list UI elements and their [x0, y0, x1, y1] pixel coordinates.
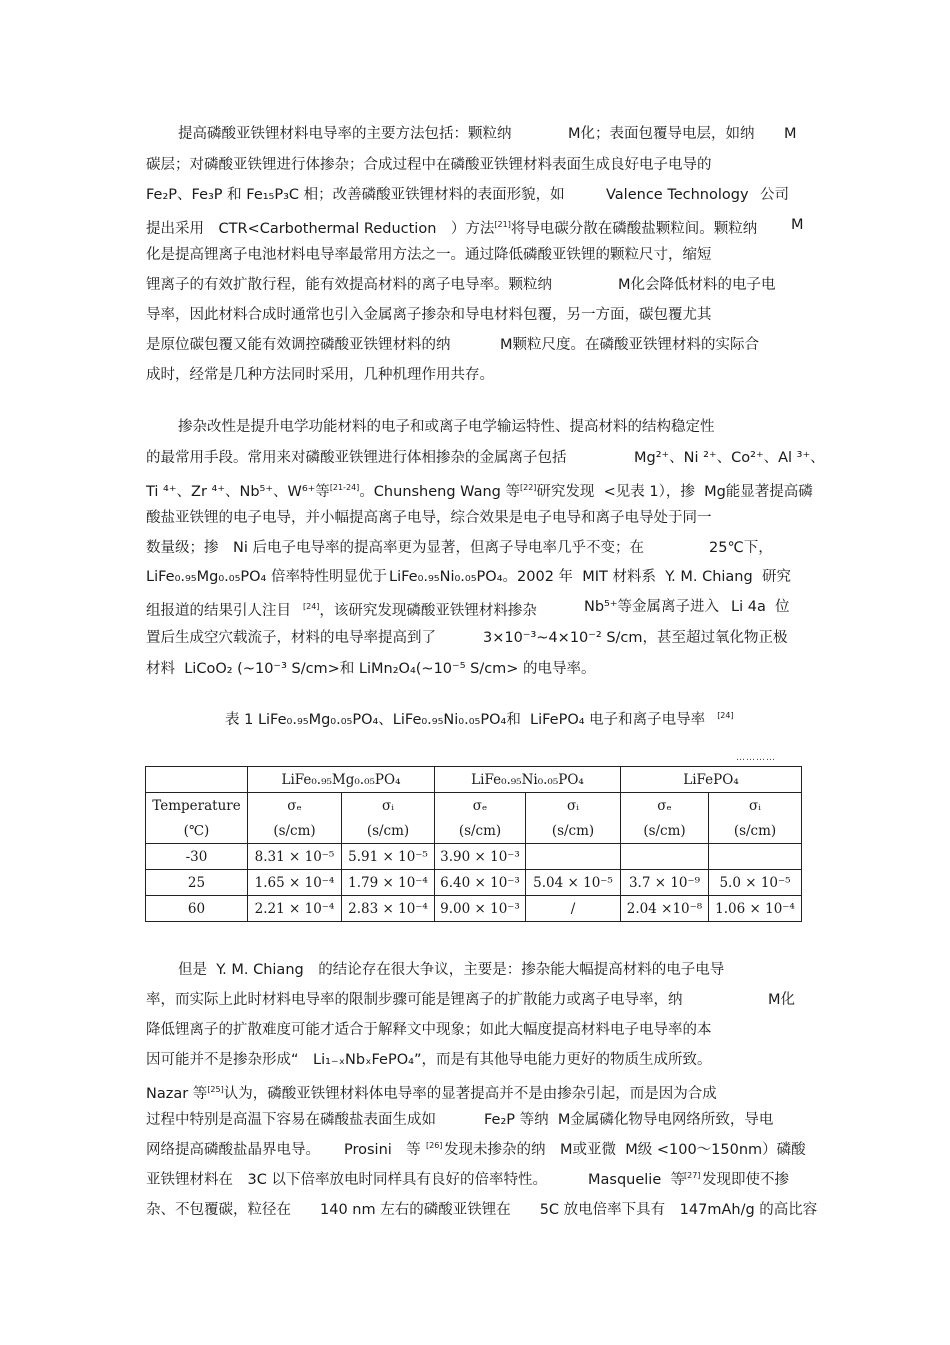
table-cell: 5.0 × 10⁻⁵	[709, 870, 802, 896]
temperature-unit: (℃)	[146, 818, 248, 844]
text-line: 是原位碳包覆又能有效调控磷酸亚铁锂材料的纳	[146, 337, 451, 353]
table-header-ni: LiFe₀.₉₅Ni₀.₀₅PO₄	[435, 767, 621, 793]
citation: [21]	[494, 220, 511, 229]
sigma-i-label: σᵢ	[526, 793, 621, 819]
citation: [27]	[684, 1171, 701, 1180]
text-line: 数量级；掺 Ni 后电子电导率的提高率更为显著，但离子导电率几乎不变；在	[146, 540, 644, 556]
text-line: Ti ⁴⁺、Zr ⁴⁺、Nb⁵⁺、W⁶⁺等	[146, 483, 330, 500]
text-line: 成时，经常是几种方法同时采用，几种机理作用共存。	[146, 367, 494, 383]
table-header-row	[146, 767, 802, 793]
unit-label: (s/cm)	[435, 818, 526, 844]
text-line: 碳层；对磷酸亚铁锂进行体掺杂；合成过程中在磷酸亚铁锂材料表面生成良好电子电导的	[146, 157, 712, 173]
table-cell: 9.00 × 10⁻³	[435, 896, 526, 922]
table-cell: 6.40 × 10⁻³	[435, 870, 526, 896]
table-cell: 8.31 × 10⁻⁵	[248, 844, 342, 870]
table-corner-cell	[146, 767, 248, 793]
text-line: 提出采用 CTR<Carbothermal Reduction ）方法	[146, 220, 495, 237]
citation: [25]	[207, 1085, 224, 1094]
table-row	[146, 870, 802, 896]
table-row	[146, 896, 802, 922]
table-header-lifepo4: LiFePO₄	[621, 767, 802, 793]
table-cell	[709, 844, 802, 870]
text-line: 。Chunsheng Wang 等	[359, 483, 520, 500]
text-line: LiFe₀.₉₅Mg₀.₀₅PO₄ 倍率特性明显优于	[146, 569, 387, 585]
sigma-e-label: σₑ	[248, 793, 342, 819]
citation: [24]	[303, 602, 320, 611]
text-line: Mg²⁺、Ni ²⁺、Co²⁺、Al ³⁺、	[634, 450, 825, 466]
citation: [22]	[519, 483, 537, 492]
table-cell: 1.79 × 10⁻⁴	[342, 870, 435, 896]
table-unit-row	[146, 818, 802, 844]
table-cell: 60	[146, 896, 248, 922]
text-line: M化；表面包覆导电层，如纳	[568, 126, 755, 142]
table-caption: 表 1 LiFe₀.₉₅Mg₀.₀₅PO₄、LiFe₀.₉₅Ni₀.₀₅PO₄和 LiFePO₄ 电子和离子电导率 [24]	[225, 711, 734, 728]
table-cell: 5.04 × 10⁻⁵	[526, 870, 621, 896]
text-line: Nazar 等	[146, 1085, 208, 1102]
temperature-label: Temperature	[146, 793, 248, 819]
table-cell: 3.90 × 10⁻³	[435, 844, 526, 870]
citation: [24]	[717, 711, 734, 721]
table-cell: 2.04 ×10⁻⁸	[621, 896, 709, 922]
citation: [26]	[426, 1141, 443, 1150]
text-line: 杂、不包覆碳，粒径在 140 nm 左右的磷酸亚铁锂在 5C 放电倍率下具有 147mAh/g 的高比容	[146, 1202, 818, 1218]
text-line: 25℃下，	[709, 540, 773, 556]
text-line: 化是提高锂离子电池材料电导率最常用方法之一。通过降低磷酸亚铁锂的颗粒尺寸，缩短	[146, 247, 712, 263]
text-line: Nb⁵⁺等金属离子进入	[584, 599, 720, 615]
unit-label: (s/cm)	[621, 818, 709, 844]
table-cell: 25	[146, 870, 248, 896]
text-line: Li 4a 位	[731, 599, 790, 615]
text-line: 发现未掺杂的纳 M或亚微 M级 <100～150nm）磷酸	[444, 1142, 806, 1158]
sigma-e-label: σₑ	[621, 793, 709, 819]
text-line: Fe₂P 等纳 M金属磷化物导电网络所致，导电	[484, 1112, 774, 1128]
text-line: 将导电碳分散在磷酸盐颗粒间。颗粒纳	[510, 220, 758, 237]
text-line: M化	[768, 992, 796, 1008]
text-line: 过程中特别是高温下容易在磷酸盐表面生成如	[146, 1112, 436, 1128]
text-line: 组报道的结果引人注目	[146, 602, 291, 619]
table-cell: 5.91 × 10⁻⁵	[342, 844, 435, 870]
table-cell: -30	[146, 844, 248, 870]
table-cell: 2.21 × 10⁻⁴	[248, 896, 342, 922]
text-line: 提高磷酸亚铁锂材料电导率的主要方法包括：颗粒纳	[178, 126, 512, 142]
text-line: 网络提高磷酸盐晶界电导。	[146, 1142, 320, 1158]
conductivity-table	[145, 766, 802, 922]
table-cell: 2.83 × 10⁻⁴	[342, 896, 435, 922]
table-cell: 1.65 × 10⁻⁴	[248, 870, 342, 896]
table-row	[146, 844, 802, 870]
table-header-mg: LiFe₀.₉₅Mg₀.₀₅PO₄	[248, 767, 435, 793]
text-line: 但是 Y. M. Chiang 的结论存在很大争议，主要是：掺杂能大幅提高材料的电子电导	[178, 962, 725, 978]
sigma-e-label: σₑ	[435, 793, 526, 819]
text-line: 酸盐亚铁锂的电子电导，并小幅提高离子电导，综合效果是电子电导和离子电导处于同一	[146, 510, 712, 526]
text-line: 导率，因此材料合成时通常也引入金属离子掺杂和导电材料包覆，另一方面，碳包覆尤其	[146, 307, 712, 323]
sigma-i-label: σᵢ	[709, 793, 802, 819]
text-line: 降低锂离子的扩散难度可能才适合于解释文中现象；如此大幅度提高材料电子电导率的本	[146, 1022, 712, 1038]
text-line: M颗粒尺度。在磷酸亚铁锂材料的实际合	[500, 337, 760, 353]
table-subheader-row	[146, 793, 802, 819]
table-cell: 1.06 × 10⁻⁴	[709, 896, 802, 922]
text-line: M	[784, 126, 797, 142]
text-line: 发现即使不掺	[702, 1172, 789, 1188]
text-line: 3×10⁻³~4×10⁻² S/cm，甚至超过氧化物正极	[483, 630, 788, 646]
text-line: Valence Technology	[606, 187, 749, 203]
unit-label: (s/cm)	[709, 818, 802, 844]
text-line: 亚铁锂材料在 3C 以下倍率放电时同样具有良好的倍率特性。	[146, 1172, 547, 1188]
text-line: 材料 LiCoO₂ (~10⁻³ S/cm>和 LiMn₂O₄(~10⁻⁵ S/cm> 的电导率。	[146, 661, 596, 677]
table-cell	[526, 844, 621, 870]
text-line: 认为，磷酸亚铁锂材料体电导率的显著提高并不是由掺杂引起，而是因为合成	[223, 1085, 717, 1102]
text-line: Fe₂P、Fe₃P 和 Fe₁₅P₃C 相；改善磷酸亚铁锂材料的表面形貌，如	[146, 187, 565, 203]
unit-label: (s/cm)	[248, 818, 342, 844]
text-line: 研究发现 <见表 1），掺 Mg能显著提高磷	[536, 483, 813, 500]
text-line: 研究	[762, 569, 791, 585]
table-cell: 3.7 × 10⁻⁹	[621, 870, 709, 896]
text-line: 因可能并不是掺杂形成“ Li₁₋ₓNbₓFePO₄”，而是有其他导电能力更好的物质生成所致。	[146, 1052, 712, 1068]
text-line: 公司	[760, 187, 789, 203]
text-line: Masquelie 等	[588, 1172, 685, 1188]
unit-label: (s/cm)	[526, 818, 621, 844]
text-line: Prosini 等	[344, 1142, 421, 1158]
unit-label: (s/cm)	[342, 818, 435, 844]
text-line: LiFe₀.₉₅Ni₀.₀₅PO₄。2002 年 MIT 材料系 Y. M. Chiang	[389, 569, 753, 585]
text-line: M化会降低材料的电子电	[618, 277, 776, 293]
text-line: ，该研究发现磷酸亚铁锂材料掺杂	[319, 602, 537, 619]
citation: [21-24]	[329, 483, 360, 492]
sigma-i-label: σᵢ	[342, 793, 435, 819]
text-line: M	[791, 217, 804, 233]
text-line: 锂离子的有效扩散行程，能有效提高材料的离子电导率。颗粒纳	[146, 277, 552, 293]
text-line: 置后生成空穴载流子，材料的电导率提高到了	[146, 630, 436, 646]
table-cell	[621, 844, 709, 870]
decorative-dots: …………	[736, 753, 776, 763]
text-line: 掺杂改性是提升电学功能材料的电子和或离子电学输运特性、提高材料的结构稳定性	[178, 419, 715, 435]
text-line: 的最常用手段。常用来对磷酸亚铁锂进行体相掺杂的金属离子包括	[146, 450, 567, 466]
table-cell: /	[526, 896, 621, 922]
text-line: 率，而实际上此时材料电导率的限制步骤可能是锂离子的扩散能力或离子电导率，纳	[146, 992, 683, 1008]
